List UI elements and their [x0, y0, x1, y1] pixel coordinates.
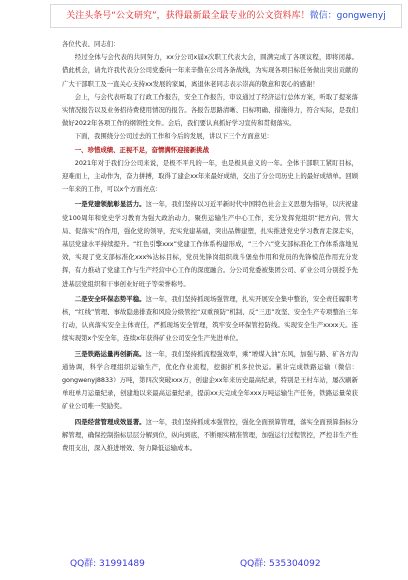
qq-group-1: QQ群: 31991489 — [70, 559, 145, 569]
section-heading: 一、珍惜成绩、正视不足，奋情满怀迎接新挑战 — [74, 145, 209, 154]
highlight-lead: 四是经营管理成效显著。 — [74, 417, 146, 426]
paragraph-meeting-review: 会上，与会代表听取了行政工作报告，安全工作报告，审议通过了经济运行总体方案，听取了提案落实情况报告以及业务招待费使用情况的报告。各报告思路清晰、目标明确、措施得力，符合实际，是我们做好2022年各项工作的纲领性文件。会后，我们要认真抓好学习宣传和贯彻落实。 — [62, 92, 358, 128]
highlight-paragraph — [62, 198, 358, 290]
highlight-text: 这一年，我们坚持抓成本强管控，强化全面预算管理，落实全面预算指标分解管理，确保控制指标层层分解到位，纵向到底，不断细实精准管理，加强运行过程管控，严控非生产性费用支出，深入推进增效、努力降低运输成本。 — [62, 417, 358, 453]
paragraph-opening: 经过全体与会代表的共同努力，xx分公司x届x次职工代表大会，圆满完成了各项议程，即将闭幕。借此机会，请允许我代表分公司党委向一年来辛勤在公司各条战线，为实现各项目标任务做出突出贡献的广大干部职工及一直关心支持xx发展的家属，离退休老同志表示崇高的敬意和衷心的感谢！ — [62, 53, 358, 88]
paragraph-outline: 下面，我围绕分公司过去的工作和今后的发展，讲以下三个方面意见： — [74, 132, 273, 141]
highlight-paragraph — [62, 348, 358, 414]
highlight-paragraph — [62, 293, 358, 346]
promo-banner-text: 关注头条号“公文研究”，获得最新最全最专业的公文资料库！ — [66, 11, 310, 21]
highlight-paragraph — [62, 416, 358, 456]
qq-group-2: QQ群: 535304092 — [240, 559, 321, 569]
section-intro: 2021年对于我们分公司来说，是极不平凡的一年，也是极具意义的一年。全体干部职工紧盯目标，迎难而上，主动作为，奋力拼搏，取得了建企xx年来最好成绩，交出了分公司历史上的最好成绩单。回顾一年来的工作，可以x个方面亮点： — [62, 158, 358, 194]
highlight-text: 这一年，我们坚持抓现场强管理，扎实开展安全集中整治，安全责任履职考核，“红线”管理、事故隐患排查和风险分级管控“双重预防”机制、反“三违”攻坚、安全生产专项整治三年行动，认真落实安全主体责任，严抓现场安全管理，筑牢安全环保管控防线。实现安全生产xxxx天。连续实现第x个安全年，连续x年获得矿业公司安全生产先进单位。 — [62, 294, 358, 343]
highlight-text: 这一年，我们坚持以习近平新时代中国特色社会主义思想为指导，以庆祝建党100周年和党史学习教育为强大政治动力，聚焦运输生产中心工作，充分发挥党组织“把方向、管大局、促落实”的作用，强化党的领导，充实党建基础，突出品牌建塑，扎实推进党史学习教育走深走实，基层党建水平持续提升。“红色引擎xxx”党建工作体系构建形成，“三个六”党支部标准化工作体系落地见效，实现了党支部标准化xxx%达标目标，党员先锋岗组织战斗堡垒作用和党员的先锋模范作用充分发挥，有力推动了党建工作与生产经营中心工作的深度融合。分公司党委被集团公司、矿业公司分别授予先进基层党组织和干事创业好班子等荣誉称号。 — [62, 200, 358, 288]
greeting: 各位代表、同志们： — [62, 40, 120, 48]
highlight-lead: 三是铁路运量再创新高。 — [74, 349, 146, 358]
promo-banner-wechat: 微信：gongwenyj — [309, 11, 386, 21]
footer-contact — [0, 552, 408, 576]
promo-banner — [50, 4, 402, 28]
highlight-text: 这一年，我们坚持抓流程强效率，乘“增煤入油”东风，加强与路、矿各方沟通协调，科学合理组织运输生产，优化作业流程，挖掘扩机多拉快运。累计完成铁路运输（微信：gongwenyj8833）万吨，第四次突破xxx万，创建企xx年来历史最高纪录，特别是王村车站，屡次刷新单班单月运量纪录，创建地以来最高运量纪录，提前xx天完成全年xxx万吨运输生产任务，铁路运量荣获矿业公司唯一奖励奖。 — [62, 349, 359, 411]
document-body — [62, 38, 358, 455]
highlight-lead: 二是安全环保态势平稳。 — [74, 294, 146, 303]
highlight-lead: 一是党建领航彰显活力。 — [74, 200, 146, 209]
